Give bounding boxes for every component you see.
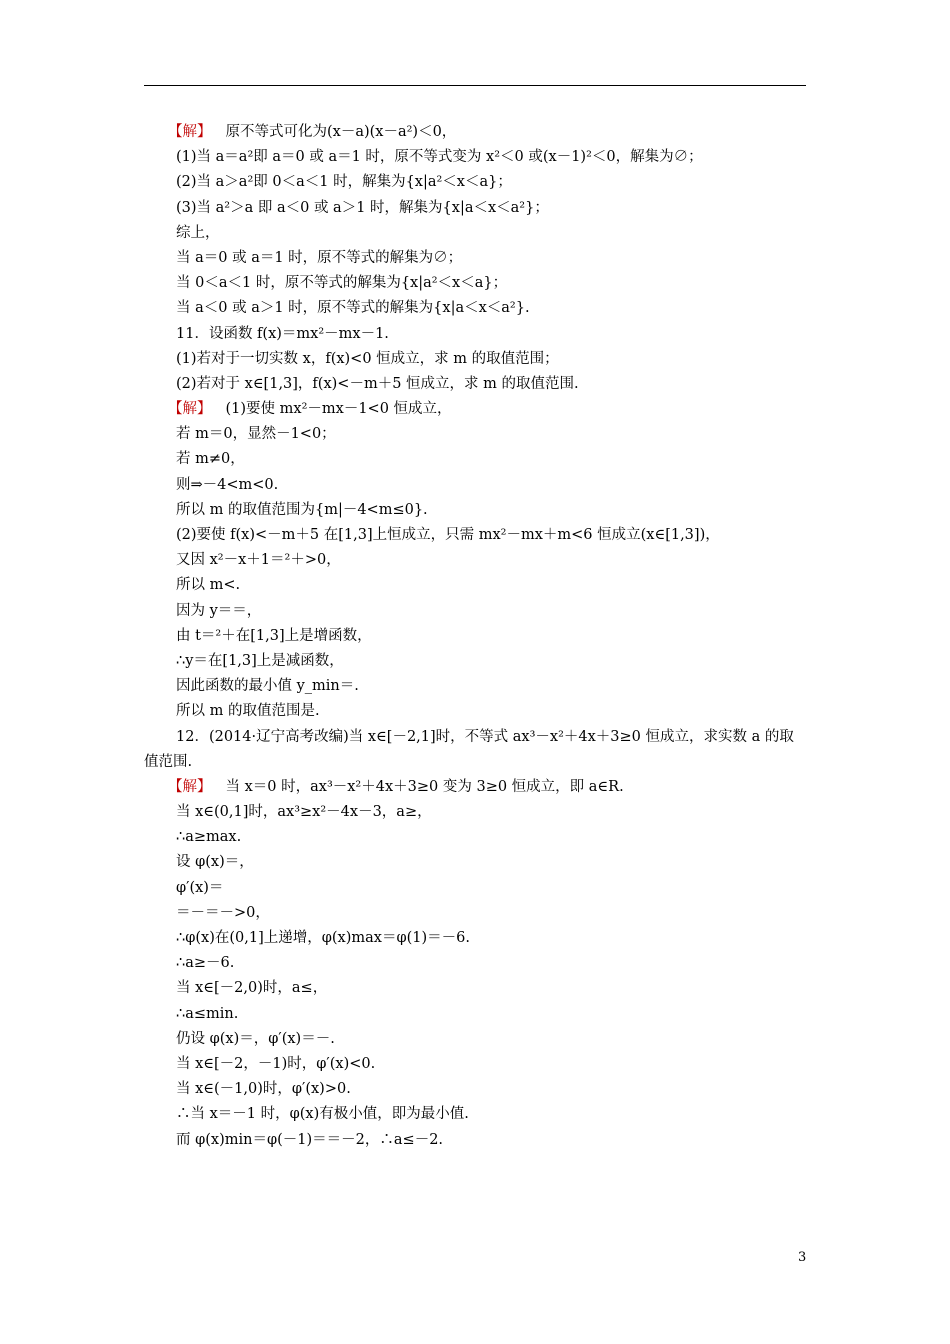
text-line bbox=[176, 1027, 808, 1052]
line-text: 因为 y＝＝， bbox=[176, 602, 262, 619]
text-line bbox=[176, 447, 808, 472]
line-text: 仍设 φ(x)＝，φ′(x)＝－. bbox=[176, 1030, 335, 1047]
line-text: 由 t＝²＋在[1,3]上是增函数， bbox=[176, 627, 372, 644]
text-line bbox=[176, 825, 808, 850]
line-text: φ′(x)＝ bbox=[176, 879, 224, 896]
text-line bbox=[176, 422, 808, 447]
line-text: 原不等式可化为(x－a)(x－a²)＜0， bbox=[225, 124, 457, 140]
text-line bbox=[176, 347, 808, 372]
line-text: (1)若对于一切实数 x，f(x)<0 恒成立，求 m 的取值范围； bbox=[176, 350, 559, 367]
text-line bbox=[176, 901, 808, 926]
text-line bbox=[176, 850, 808, 875]
line-text: ∴φ(x)在(0,1]上递增，φ(x)max＝φ(1)＝－6. bbox=[176, 930, 470, 947]
line-text: 综上， bbox=[176, 224, 220, 241]
line-text: 12．(2014·辽宁高考改编)当 x∈[－2,1]时，不等式 ax³－x²＋4x＋3≥0 恒成立，求实数 a 的取值范围. bbox=[144, 728, 794, 770]
text-line bbox=[176, 473, 808, 498]
line-text: 当 a＝0 或 a＝1 时，原不等式的解集为∅； bbox=[176, 249, 463, 266]
solution-tag: 【解】 bbox=[168, 778, 212, 795]
line-text: 当 0＜a＜1 时，原不等式的解集为{x|a²＜x＜a}； bbox=[176, 275, 508, 292]
line-text: 所以 m 的取值范围是. bbox=[176, 703, 320, 720]
line-text: (1)要使 mx²－mx－1<0 恒成立， bbox=[225, 401, 452, 418]
line-text: 所以 m 的取值范围为{m|－4<m≤0}. bbox=[176, 501, 428, 518]
line-text: ∴当 x＝－1 时，φ(x)有极小值，即为最小值. bbox=[176, 1106, 469, 1123]
text-line bbox=[176, 573, 808, 598]
text-line bbox=[176, 170, 808, 195]
line-text: (2)要使 f(x)<－m＋5 在[1,3]上恒成立，只需 mx²－mx＋m<6 恒成立(x∈[1,3])， bbox=[176, 527, 720, 543]
line-text: 当 x∈[－2，－1)时，φ′(x)<0. bbox=[176, 1055, 376, 1072]
line-text: 因此函数的最小值 y_min＝. bbox=[176, 678, 359, 695]
text-line bbox=[176, 1102, 808, 1127]
document-body bbox=[144, 120, 808, 1153]
text-line bbox=[176, 322, 808, 347]
text-line bbox=[176, 674, 808, 699]
line-text: ∴a≤min. bbox=[176, 1005, 239, 1022]
text-line bbox=[176, 699, 808, 724]
solution-tag: 【解】 bbox=[168, 401, 212, 418]
line-text: 若 m＝0，显然－1<0； bbox=[176, 426, 336, 443]
solution-line bbox=[168, 775, 808, 800]
line-text: 当 x∈(0,1]时，ax³≥x²－4x－3，a≥， bbox=[176, 804, 432, 821]
text-line bbox=[176, 221, 808, 246]
line-text: 若 m≠0， bbox=[176, 451, 245, 468]
line-text: 设 φ(x)＝， bbox=[176, 854, 254, 871]
line-text: 当 x∈[－2,0)时，a≤， bbox=[176, 980, 328, 997]
line-text: 当 x＝0 时，ax³－x²＋4x＋3≥0 变为 3≥0 恒成立，即 a∈R. bbox=[225, 778, 624, 795]
text-line bbox=[176, 624, 808, 649]
line-text: ∴y＝在[1,3]上是减函数， bbox=[176, 652, 344, 669]
solution-tag: 【解】 bbox=[168, 124, 212, 140]
line-text: (1)当 a＝a²即 a＝0 或 a＝1 时，原不等式变为 x²＜0 或(x－1)²＜0，解集为∅； bbox=[176, 149, 703, 166]
text-line bbox=[176, 800, 808, 825]
line-text: 当 x∈(－1,0)时，φ′(x)>0. bbox=[176, 1081, 351, 1098]
text-line bbox=[176, 498, 808, 523]
text-line bbox=[176, 145, 808, 170]
line-text: 则⇒－4<m<0. bbox=[176, 476, 279, 493]
text-line bbox=[176, 523, 808, 548]
header-rule bbox=[144, 85, 806, 86]
text-line bbox=[176, 1052, 808, 1077]
solution-line bbox=[168, 120, 808, 145]
text-line bbox=[176, 271, 808, 296]
line-text: ＝－＝－>0， bbox=[176, 904, 270, 921]
line-text: 而 φ(x)min＝φ(－1)＝＝－2，∴a≤－2. bbox=[176, 1131, 444, 1148]
text-line bbox=[176, 196, 808, 221]
text-line bbox=[176, 296, 808, 321]
text-line bbox=[176, 876, 808, 901]
line-text: (2)当 a＞a²即 0＜a＜1 时，解集为{x|a²＜x＜a}； bbox=[176, 174, 512, 191]
text-line bbox=[176, 1128, 808, 1153]
text-line bbox=[176, 976, 808, 1001]
text-line bbox=[176, 926, 808, 951]
line-text: 当 a＜0 或 a＞1 时，原不等式的解集为{x|a＜x＜a²}. bbox=[176, 300, 530, 317]
line-text: 所以 m<. bbox=[176, 577, 241, 594]
text-line bbox=[176, 649, 808, 674]
text-line bbox=[176, 1002, 808, 1027]
text-line bbox=[176, 548, 808, 573]
text-line bbox=[176, 599, 808, 624]
text-line bbox=[144, 725, 808, 775]
line-text: ∴a≥max. bbox=[176, 829, 242, 846]
line-text: (3)当 a²＞a 即 a＜0 或 a＞1 时，解集为{x|a＜x＜a²}； bbox=[176, 199, 549, 216]
line-text: ∴a≥－6. bbox=[176, 955, 235, 972]
text-line bbox=[176, 951, 808, 976]
text-line bbox=[176, 1077, 808, 1102]
line-text: (2)若对于 x∈[1,3]，f(x)<－m＋5 恒成立，求 m 的取值范围. bbox=[176, 375, 579, 392]
line-text: 11．设函数 f(x)＝mx²－mx－1. bbox=[176, 325, 389, 342]
solution-line bbox=[168, 397, 808, 422]
line-text: 又因 x²－x＋1＝²＋>0， bbox=[176, 552, 341, 569]
text-line bbox=[176, 372, 808, 397]
text-line bbox=[176, 246, 808, 271]
page-number: 3 bbox=[798, 1250, 807, 1265]
